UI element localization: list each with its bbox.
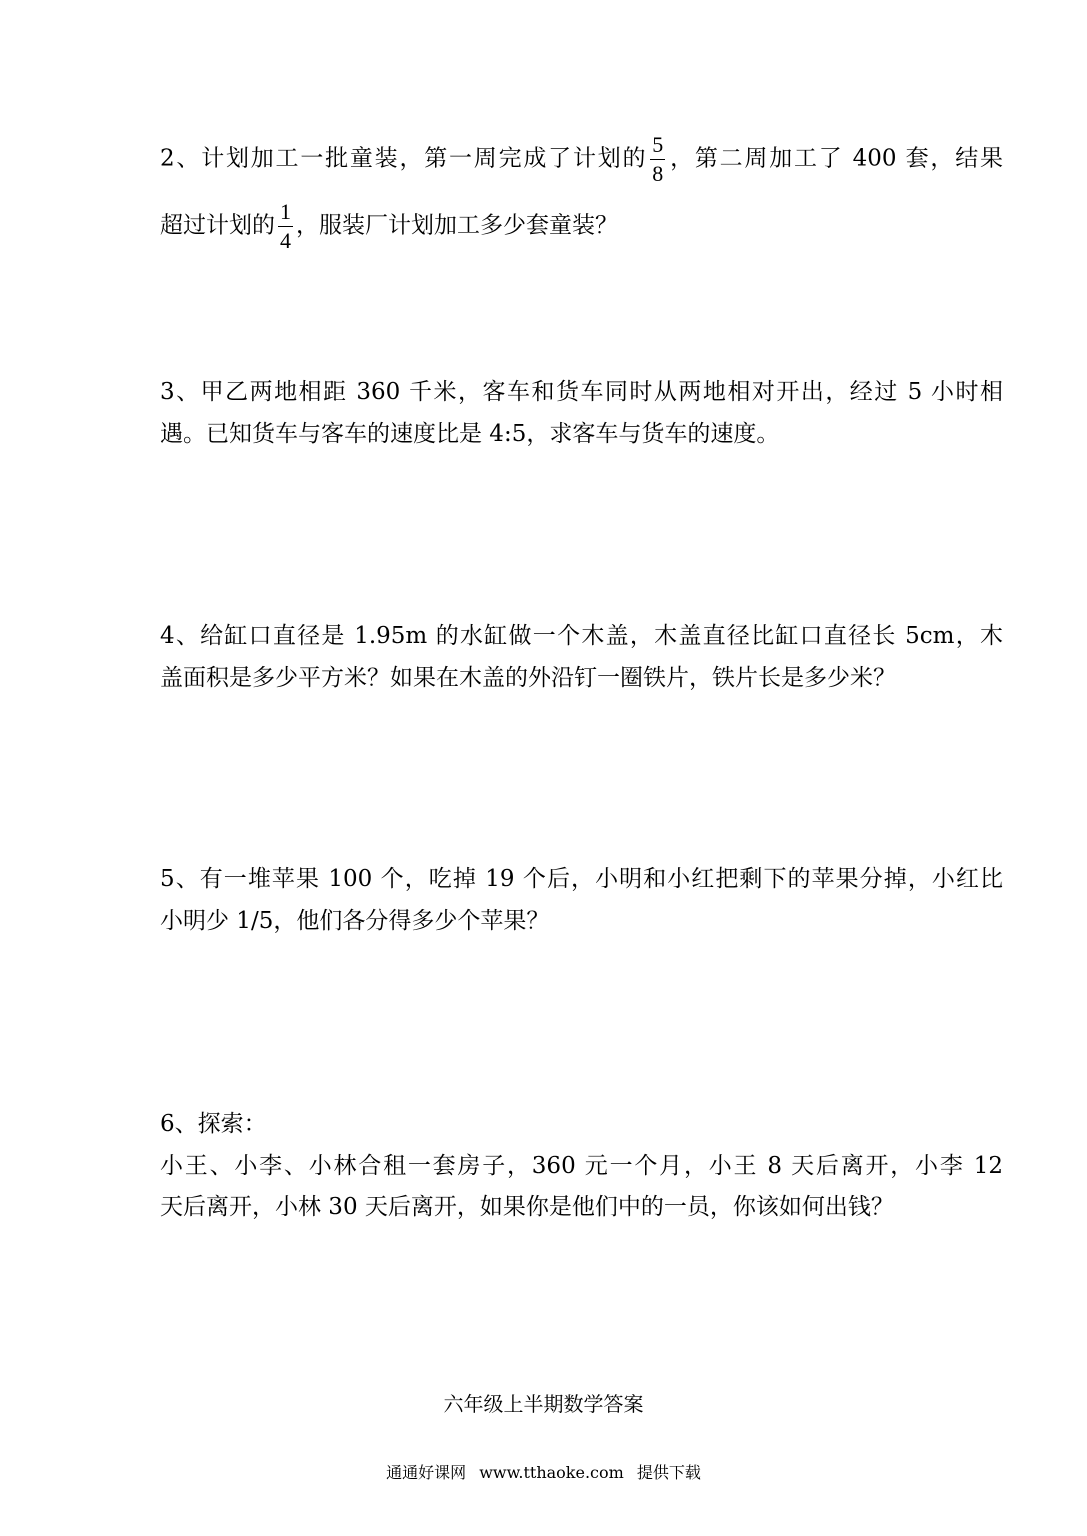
q2-frac2-numerator: 1 xyxy=(278,200,293,227)
q2-line-1 xyxy=(160,133,1003,186)
q5-line-1: 5、有一堆苹果 100 个，吃掉 19 个后，小明和小红把剩下的苹果分掉，小红比 xyxy=(160,866,1003,892)
q2-line1-after: ，第二周加工了 400 套，结果 xyxy=(668,145,1003,172)
q2-line2-before: 超过计划的 xyxy=(160,212,275,239)
q6-line-1: 小王、小李、小林合租一套房子，360 元一个月，小王 8 天后离开，小李 12 xyxy=(160,1153,1003,1179)
q4-line-2: 盖面积是多少平方米？如果在木盖的外沿钉一圈铁片，铁片长是多少米？ xyxy=(160,665,896,691)
answer-section-title: 六年级上半期数学答案 xyxy=(443,1392,644,1416)
page-footer xyxy=(0,1462,1087,1484)
q6-line-2: 天后离开，小林 30 天后离开，如果你是他们中的一员，你该如何出钱？ xyxy=(160,1194,894,1220)
q4-line-1: 4、给缸口直径是 1.95m 的水缸做一个木盖，木盖直径比缸口直径长 5cm，木 xyxy=(160,623,1003,649)
footer-note: 提供下载 xyxy=(636,1463,701,1482)
q2-frac2-denominator: 4 xyxy=(280,228,291,253)
footer-site-name: 通通好课网 xyxy=(386,1463,467,1482)
q2-fraction-1 xyxy=(650,133,665,186)
q3-line-2: 遇。已知货车与客车的速度比是 4:5，求客车与货车的速度。 xyxy=(160,421,780,447)
q5-line-2: 小明少 1/5，他们各分得多少个苹果？ xyxy=(160,908,550,934)
q6-heading: 6、探索： xyxy=(160,1111,267,1137)
q2-frac1-denominator: 8 xyxy=(652,161,664,186)
q2-line1-before: 2、计划加工一批童装，第一周完成了计划的 xyxy=(160,145,648,172)
q3-line-1: 3、甲乙两地相距 360 千米，客车和货车同时从两地相对开出，经过 5 小时相 xyxy=(160,379,1003,405)
q2-line-2 xyxy=(160,200,618,253)
q2-fraction-2 xyxy=(278,200,293,253)
q2-line2-after: ，服装厂计划加工多少套童装？ xyxy=(296,212,618,239)
q2-frac1-numerator: 5 xyxy=(650,133,665,160)
footer-url: www.tthaoke.com xyxy=(479,1463,624,1482)
